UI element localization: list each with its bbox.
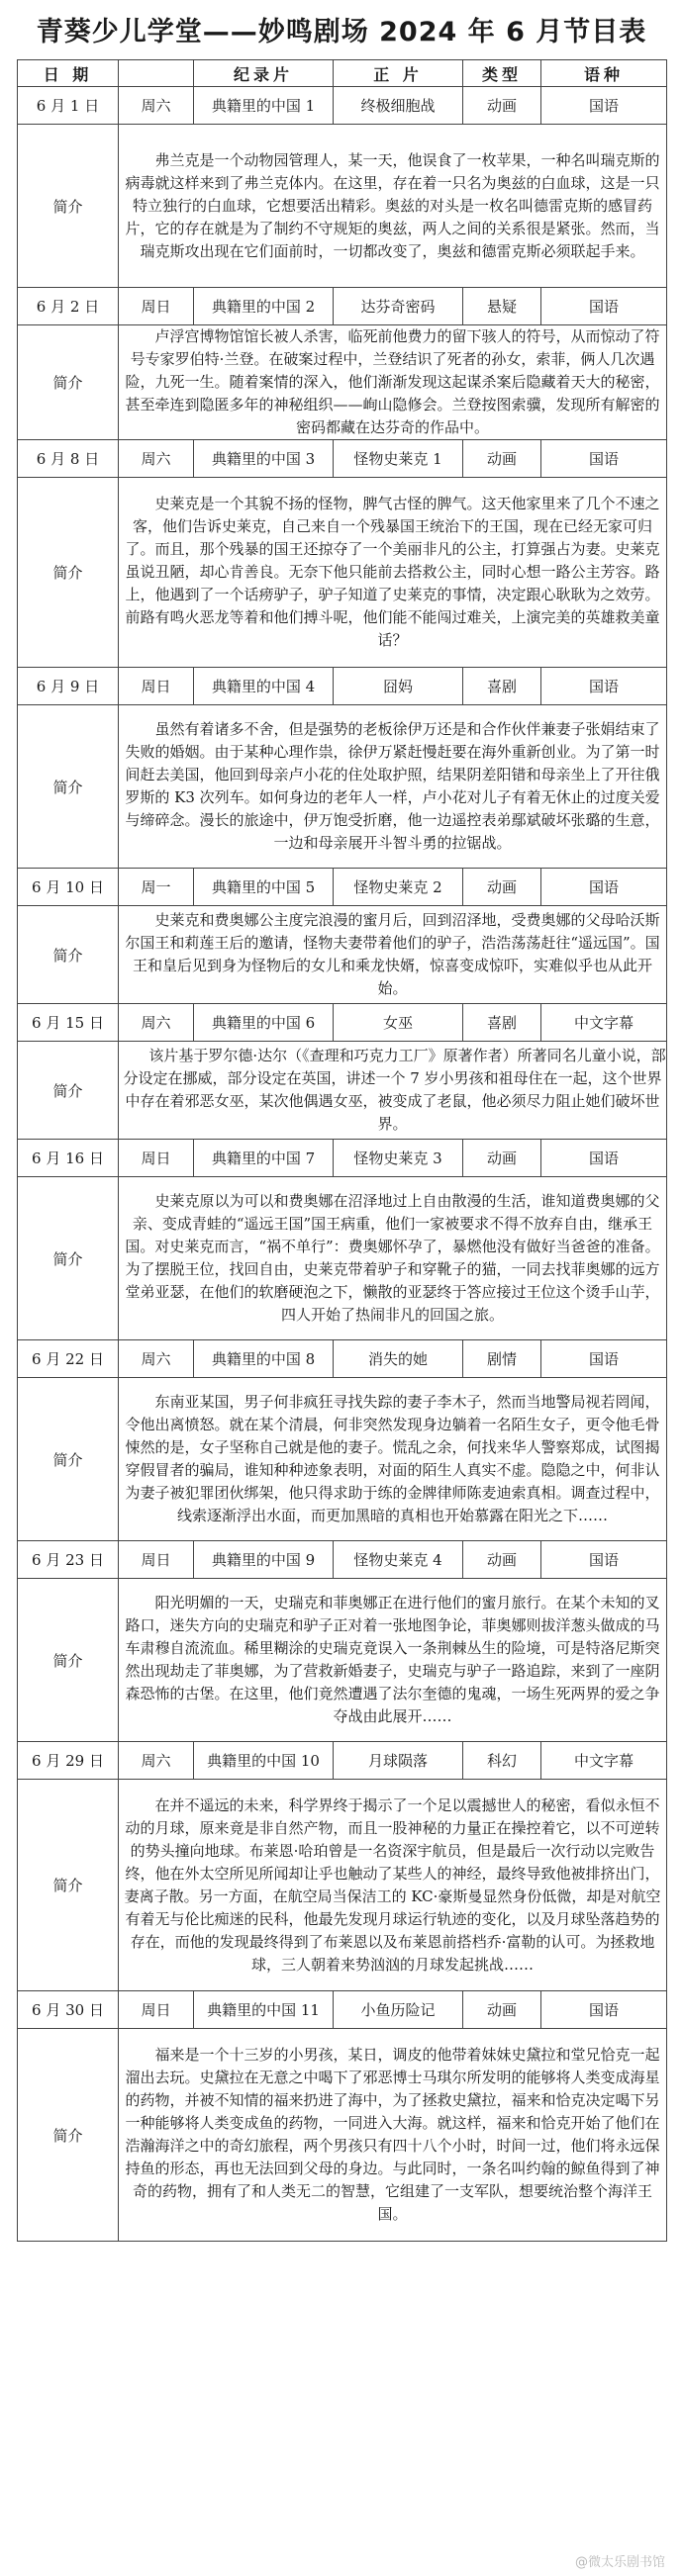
intro-label: 简介 <box>18 1378 119 1541</box>
intro-text: 阳光明媚的一天，史瑞克和菲奥娜正在进行他们的蜜月旅行。在某个未知的叉路口，迷失方向的史瑞克和驴子正对着一张地图争论，菲奥娜则拔洋葱头做成的马车肃穆自流流血。稀里糊涂的史瑞克竟误入一条荆棘丛生的险境，可是特洛尼斯突然出现劫走了菲奥娜，为了营救新婚妻子，史瑞克与驴子一路追踪，来到了一座阴森恐怖的古堡。在这里，他们竟然遭遇了法尔奎德的鬼魂，一场生死两界的爱之争夺战由此展开…… <box>119 1579 667 1742</box>
intro-label: 简介 <box>18 125 119 288</box>
intro-label: 简介 <box>18 1042 119 1140</box>
intro-row <box>18 906 667 1004</box>
cell-language: 国语 <box>541 288 667 325</box>
cell-language: 国语 <box>541 869 667 906</box>
intro-text: 卢浮宫博物馆馆长被人杀害，临死前他费力的留下骇人的符号，从而惊动了符号专家罗伯特·兰登。在破案过程中，兰登结识了死者的孙女，索菲，俩人几次遇险，九死一生。随着案情的深入，他们渐渐发现这起谋杀案后隐藏着天大的秘密，甚至牵连到隐匿多年的神秘组织——峋山隐修会。兰登按图索骥，发现所有解密的密码都藏在达芬奇的作品中。 <box>119 325 667 440</box>
cell-date: 6 月 16 日 <box>18 1140 119 1177</box>
cell-type: 动画 <box>463 1991 541 2029</box>
program-row <box>18 1140 667 1177</box>
program-row <box>18 1541 667 1579</box>
intro-text: 虽然有着诸多不舍，但是强势的老板徐伊万还是和合作伙伴兼妻子张娟结束了失败的婚姻。由于某种心理作祟，徐伊万紧赶慢赶要在海外重新创业。为了第一时间赶去美国，他回到母亲卢小花的住处取护照，结果阴差阳错和母亲坐上了开往俄罗斯的 K3 次列车。如何身边的老年人一样，卢小花对儿子有着无休止的过度关爱与缔碎念。漫长的旅途中，伊万饱受折磨，他一边遥控表弟鄢斌破坏张璐的生意，一边和母亲展开斗智斗勇的拉锯战。 <box>119 705 667 869</box>
cell-type: 动画 <box>463 1541 541 1579</box>
cell-week: 周日 <box>119 288 194 325</box>
cell-date: 6 月 2 日 <box>18 288 119 325</box>
intro-label: 简介 <box>18 906 119 1004</box>
cell-documentary: 典籍里的中国 1 <box>194 87 334 125</box>
cell-date: 6 月 23 日 <box>18 1541 119 1579</box>
program-row <box>18 1340 667 1378</box>
cell-feature: 怪物史莱克 1 <box>334 440 463 478</box>
program-row <box>18 288 667 325</box>
cell-week: 周日 <box>119 1991 194 2029</box>
cell-week: 周六 <box>119 1742 194 1780</box>
intro-row <box>18 2029 667 2242</box>
cell-language: 中文字幕 <box>541 1742 667 1780</box>
cell-language: 国语 <box>541 1140 667 1177</box>
intro-label: 简介 <box>18 325 119 440</box>
cell-week: 周一 <box>119 869 194 906</box>
intro-text: 福来是一个十三岁的小男孩，某日，调皮的他带着妹妹史黛拉和堂兄恰克一起溜出去玩。史黛拉在无意之中喝下了邪恶博士马琪尔所发明的能够将人类变成海星的药物，并被不知情的福来扔进了海中，为了拯救史黛拉，福来和恰克决定喝下另一种能够将人类变成鱼的药物，一同进入大海。就这样，福来和恰克开始了他们在浩瀚海洋之中的奇幻旅程，两个男孩只有四十八个小时，时间一过，他们将永远保持鱼的形态，再也无法回到父母的身边。与此同时，一条名叫约翰的鲸鱼得到了神奇的药物，拥有了和人类无二的智慧，它组建了一支军队，想要统治整个海洋王国。 <box>119 2029 667 2242</box>
cell-type: 喜剧 <box>463 1004 541 1042</box>
program-row <box>18 87 667 125</box>
cell-week: 周六 <box>119 440 194 478</box>
cell-documentary: 典籍里的中国 7 <box>194 1140 334 1177</box>
cell-language: 中文字幕 <box>541 1004 667 1042</box>
header-documentary: 纪录片 <box>194 60 334 87</box>
cell-week: 周六 <box>119 1340 194 1378</box>
intro-label: 简介 <box>18 2029 119 2242</box>
cell-type: 悬疑 <box>463 288 541 325</box>
cell-language: 国语 <box>541 1340 667 1378</box>
cell-feature: 小鱼历险记 <box>334 1991 463 2029</box>
page-title: 青葵少儿学堂——妙鸣剧场 2024 年 6 月节目表 <box>36 17 647 47</box>
intro-row <box>18 1042 667 1140</box>
intro-label: 简介 <box>18 1579 119 1742</box>
cell-week: 周日 <box>119 1541 194 1579</box>
schedule-body <box>18 87 667 2242</box>
cell-feature: 怪物史莱克 4 <box>334 1541 463 1579</box>
cell-type: 动画 <box>463 87 541 125</box>
intro-row <box>18 1378 667 1541</box>
cell-language: 国语 <box>541 1541 667 1579</box>
cell-date: 6 月 8 日 <box>18 440 119 478</box>
intro-row <box>18 705 667 869</box>
cell-feature: 怪物史莱克 2 <box>334 869 463 906</box>
cell-feature: 月球陨落 <box>334 1742 463 1780</box>
header-week <box>119 60 194 87</box>
cell-feature: 终极细胞战 <box>334 87 463 125</box>
cell-date: 6 月 15 日 <box>18 1004 119 1042</box>
cell-documentary: 典籍里的中国 2 <box>194 288 334 325</box>
cell-date: 6 月 29 日 <box>18 1742 119 1780</box>
intro-row <box>18 125 667 288</box>
cell-feature: 女巫 <box>334 1004 463 1042</box>
cell-feature: 消失的她 <box>334 1340 463 1378</box>
watermark: @微太乐剧书馆 <box>574 2555 665 2570</box>
cell-week: 周六 <box>119 1004 194 1042</box>
program-row <box>18 440 667 478</box>
cell-language: 国语 <box>541 668 667 705</box>
intro-text: 史莱克和费奥娜公主度完浪漫的蜜月后，回到沼泽地，受费奥娜的父母哈沃斯尔国王和莉莲王后的邀请，怪物夫妻带着他们的驴子，浩浩荡荡赶往“遥远国”。国王和皇后见到身为怪物后的女儿和乘龙快婿，惊喜变成惊吓，实难似乎也从此开始。 <box>119 906 667 1004</box>
cell-documentary: 典籍里的中国 10 <box>194 1742 334 1780</box>
cell-language: 国语 <box>541 440 667 478</box>
cell-week: 周六 <box>119 87 194 125</box>
cell-documentary: 典籍里的中国 5 <box>194 869 334 906</box>
intro-row <box>18 478 667 668</box>
cell-documentary: 典籍里的中国 4 <box>194 668 334 705</box>
intro-row <box>18 1177 667 1340</box>
intro-label: 简介 <box>18 1177 119 1340</box>
intro-text: 史莱克是一个其貌不扬的怪物，脾气古怪的脾气。这天他家里来了几个不速之客，他们告诉史莱克，自己来自一个残暴国王统治下的王国，现在已经无家可归了。而且，那个残暴的国王还掠夺了一个美丽非凡的公主，打算强占为妻。史莱克虽说丑陋，却心肯善良。无奈下他只能前去搭救公主，同时心想一路公主芳容。路上，他遇到了一个话痨驴子，驴子知道了史莱克的事情，决定跟心耿耿为之效劳。前路有鸣火恶龙等着和他们搏斗呢，他们能不能闯过难关，上演完美的英雄救美童话？ <box>119 478 667 668</box>
cell-feature: 达芬奇密码 <box>334 288 463 325</box>
header-feature: 正 片 <box>334 60 463 87</box>
cell-type: 动画 <box>463 1140 541 1177</box>
cell-language: 国语 <box>541 87 667 125</box>
header-row <box>18 60 667 87</box>
cell-date: 6 月 1 日 <box>18 87 119 125</box>
program-row <box>18 1004 667 1042</box>
intro-row <box>18 1780 667 1991</box>
cell-type: 动画 <box>463 440 541 478</box>
cell-date: 6 月 22 日 <box>18 1340 119 1378</box>
cell-type: 科幻 <box>463 1742 541 1780</box>
intro-label: 简介 <box>18 478 119 668</box>
header-language: 语种 <box>541 60 667 87</box>
cell-feature: 囧妈 <box>334 668 463 705</box>
cell-documentary: 典籍里的中国 6 <box>194 1004 334 1042</box>
intro-text: 弗兰克是一个动物园管理人，某一天，他误食了一枚苹果，一种名叫瑞克斯的病毒就这样来到了弗兰克体内。在这里，存在着一只名为奥兹的白血球，这是一只特立独行的白血球，它想要活出精彩。奥兹的对头是一枚名叫德雷克斯的感冒药片，它的存在就是为了制约不守规矩的奥兹，两人之间的关系很是紧张。然而，当瑞克斯攻出现在它们面前时，一切都改变了，奥兹和德雷克斯必须联起手来。 <box>119 125 667 288</box>
cell-documentary: 典籍里的中国 3 <box>194 440 334 478</box>
cell-feature: 怪物史莱克 3 <box>334 1140 463 1177</box>
cell-week: 周日 <box>119 668 194 705</box>
program-row <box>18 668 667 705</box>
intro-text: 在并不遥远的未来，科学界终于揭示了一个足以震撼世人的秘密，看似永恒不动的月球，原来竟是非自然产物，而且一股神秘的力量正在操控着它，以不可逆转的势头撞向地球。布莱恩·哈珀曾是一名资深宇航员，但是最后一次行动以完败告终，他在外太空所见所闻却让乎也触动了某些人的神经，最终导致他被排挤出门，妻离子散。另一方面，在航空局当保洁工的 KC·豪斯曼显然身份低微，却是对航空有着无与伦比痴迷的民科，他最先发现月球运行轨迹的变化，以及月球坠落趋势的存在，而他的发现最终得到了布莱恩以及布莱恩前搭档乔·富勒的认可。为拯救地球，三人朝着来势汹汹的月球发起挑战…… <box>119 1780 667 1991</box>
cell-type: 动画 <box>463 869 541 906</box>
cell-language: 国语 <box>541 1991 667 2029</box>
intro-text: 史莱克原以为可以和费奥娜在沼泽地过上自由散漫的生活，谁知道费奥娜的父亲、变成青蛙的“遥远王国”国王病重，他们一家被要求不得不放弃自由，继承王国。对史莱克而言，“祸不单行”：费奥娜怀孕了，暴燃他没有做好当爸爸的准备。为了摆脱王位，找回自由，史莱克带着驴子和穿靴子的猫，一同去找菲奥娜的远方堂弟亚瑟，在他们的软磨硬泡之下，懒散的亚瑟终于答应接过王位这个烫手山芋，四人开始了热闹非凡的回国之旅。 <box>119 1177 667 1340</box>
cell-documentary: 典籍里的中国 9 <box>194 1541 334 1579</box>
intro-row <box>18 325 667 440</box>
cell-type: 喜剧 <box>463 668 541 705</box>
schedule-table <box>17 59 667 2242</box>
program-row <box>18 1991 667 2029</box>
cell-date: 6 月 30 日 <box>18 1991 119 2029</box>
program-row <box>18 1742 667 1780</box>
program-row <box>18 869 667 906</box>
cell-documentary: 典籍里的中国 11 <box>194 1991 334 2029</box>
header-date: 日 期 <box>18 60 119 87</box>
intro-label: 简介 <box>18 705 119 869</box>
cell-type: 剧情 <box>463 1340 541 1378</box>
cell-documentary: 典籍里的中国 8 <box>194 1340 334 1378</box>
cell-date: 6 月 10 日 <box>18 869 119 906</box>
header-type: 类型 <box>463 60 541 87</box>
cell-date: 6 月 9 日 <box>18 668 119 705</box>
intro-text: 该片基于罗尔德·达尔（《查理和巧克力工厂》原著作者）所著同名儿童小说，部分设定在挪威，部分设定在英国，讲述一个 7 岁小男孩和祖母住在一起，这个世界中存在着邪恶女巫，某次他偶遇女巫，被变成了老鼠，他必须尽力阻止她们破坏世界。 <box>119 1042 667 1140</box>
intro-text: 东南亚某国，男子何非疯狂寻找失踪的妻子李木子，然而当地警局视若罔闻，令他出离愤怒。就在某个清晨，何非突然发现身边躺着一名陌生女子，更令他毛骨悚然的是，女子坚称自己就是他的妻子。慌乱之余，何找来华人警察郑成，试图揭穿假冒者的骗局，谁知种种迹象表明，对面的陌生人真实不虚。隐隐之中，何非认为妻子被犯罪团伙绑架，他只得求助于练的金牌律师陈麦迪索真相。调查过程中，线索逐渐浮出水面，而更加黑暗的真相也开始慕露在阳光之下…… <box>119 1378 667 1541</box>
intro-label: 简介 <box>18 1780 119 1991</box>
cell-week: 周日 <box>119 1140 194 1177</box>
intro-row <box>18 1579 667 1742</box>
